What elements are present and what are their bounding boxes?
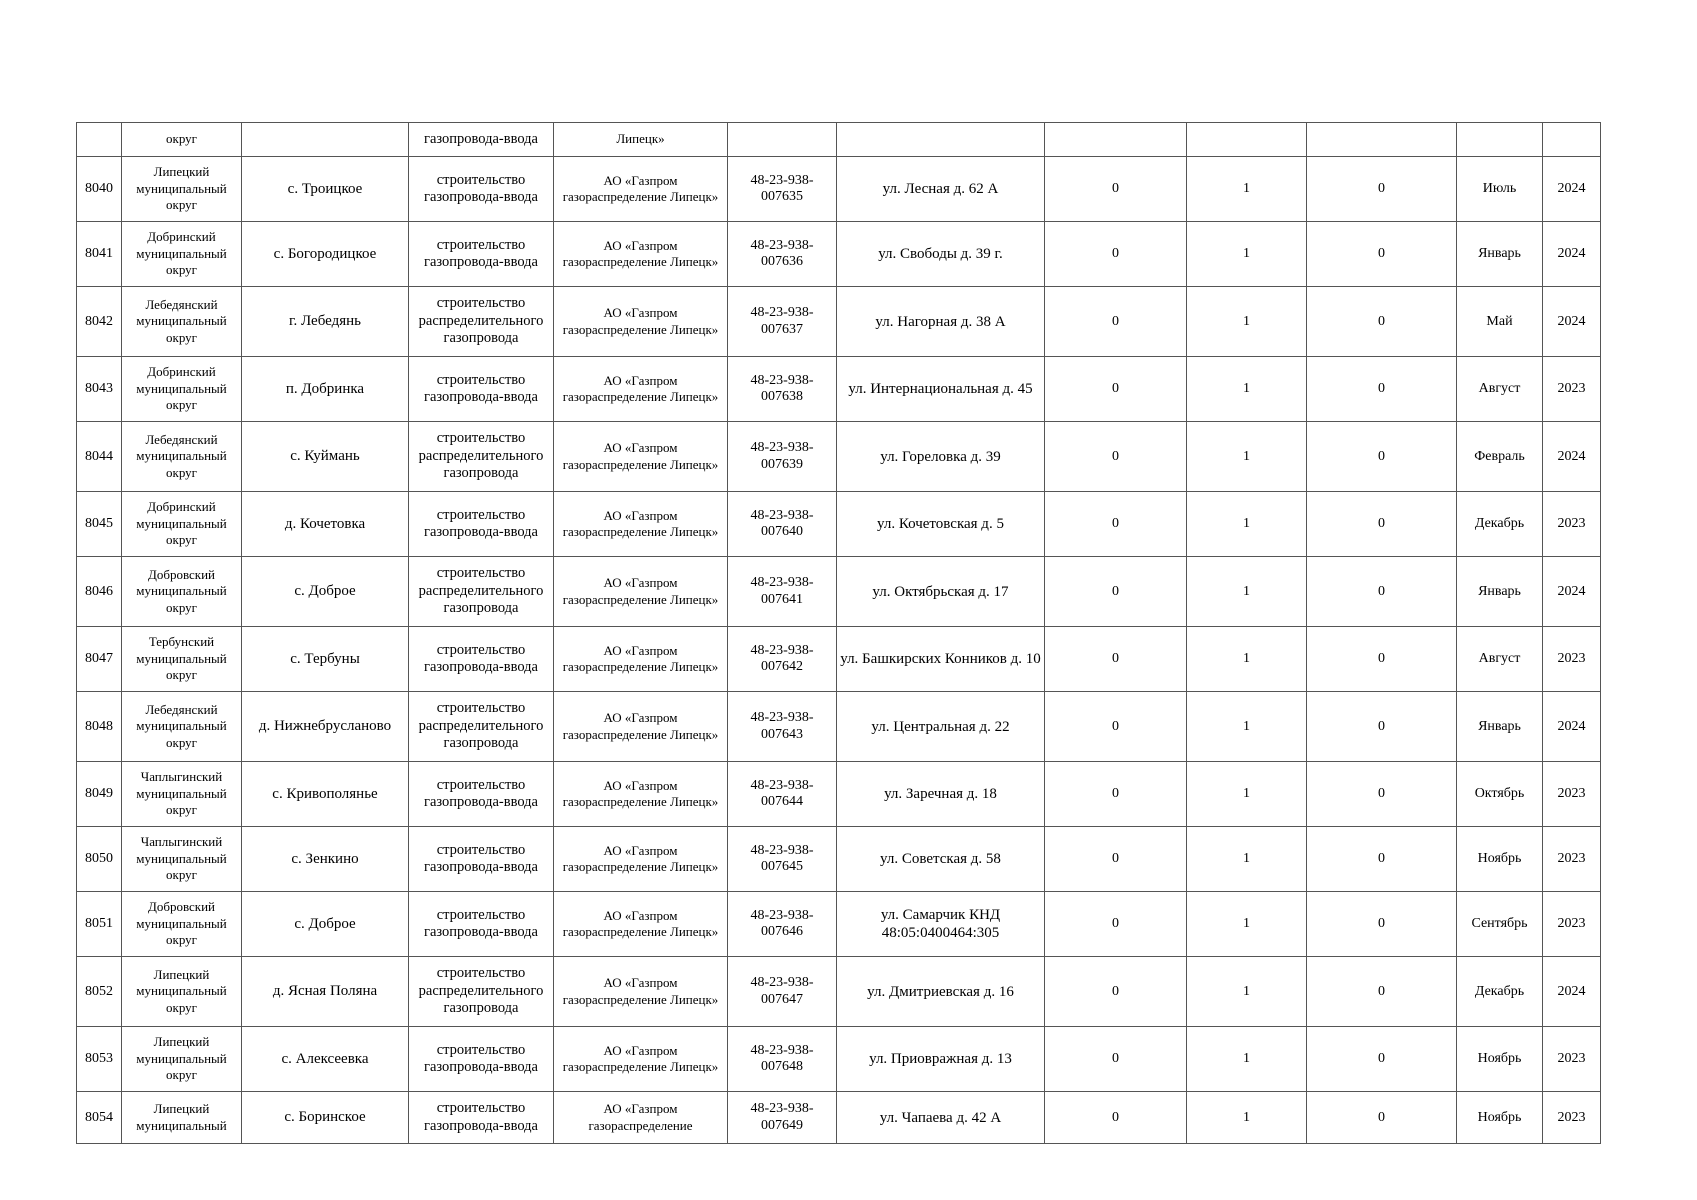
cell-value-3: 0	[1307, 222, 1457, 287]
cell-value-2: 1	[1187, 422, 1307, 492]
cell-month: Май	[1457, 287, 1543, 357]
cell-code: 48-23-938-007644	[728, 762, 837, 827]
cell-year: 2023	[1543, 892, 1601, 957]
cell-year: 2023	[1543, 1027, 1601, 1092]
cell-year: 2024	[1543, 422, 1601, 492]
cell-code: 48-23-938-007647	[728, 957, 837, 1027]
table-row	[77, 492, 1601, 557]
cell-value-3: 0	[1307, 627, 1457, 692]
cell-district: Добринский муниципальный округ	[122, 222, 242, 287]
cell-settlement: с. Доброе	[242, 557, 409, 627]
cell-settlement: г. Лебедянь	[242, 287, 409, 357]
table-row	[77, 892, 1601, 957]
cell-value-1	[1045, 123, 1187, 157]
cell-district: Тербунский муниципальный округ	[122, 627, 242, 692]
cell-month: Июль	[1457, 157, 1543, 222]
cell-address: ул. Приовражная д. 13	[837, 1027, 1045, 1092]
cell-district: Лебедянский муниципальный округ	[122, 287, 242, 357]
cell-value-2	[1187, 123, 1307, 157]
cell-code: 48-23-938-007645	[728, 827, 837, 892]
cell-organization: АО «Газпром газораспределение Липецк»	[554, 557, 728, 627]
cell-work-type: строительство распределительного газопровода	[409, 692, 554, 762]
cell-value-1: 0	[1045, 957, 1187, 1027]
cell-value-2: 1	[1187, 892, 1307, 957]
cell-month: Октябрь	[1457, 762, 1543, 827]
cell-settlement: с. Боринское	[242, 1092, 409, 1144]
cell-settlement	[242, 123, 409, 157]
cell-value-1: 0	[1045, 222, 1187, 287]
cell-address: ул. Свободы д. 39 г.	[837, 222, 1045, 287]
cell-settlement: д. Ясная Поляна	[242, 957, 409, 1027]
table-body	[77, 123, 1601, 1144]
cell-value-1: 0	[1045, 627, 1187, 692]
cell-value-1: 0	[1045, 892, 1187, 957]
cell-address: ул. Октябрьская д. 17	[837, 557, 1045, 627]
cell-month: Февраль	[1457, 422, 1543, 492]
cell-settlement: с. Троицкое	[242, 157, 409, 222]
cell-year: 2023	[1543, 357, 1601, 422]
table-row	[77, 557, 1601, 627]
table-row-continuation	[77, 123, 1601, 157]
cell-code: 48-23-938-007643	[728, 692, 837, 762]
cell-district: округ	[122, 123, 242, 157]
cell-address: ул. Лесная д. 62 А	[837, 157, 1045, 222]
cell-number: 8052	[77, 957, 122, 1027]
cell-settlement: с. Зенкино	[242, 827, 409, 892]
cell-code: 48-23-938-007636	[728, 222, 837, 287]
cell-organization: АО «Газпром газораспределение Липецк»	[554, 692, 728, 762]
cell-year: 2023	[1543, 762, 1601, 827]
cell-organization: АО «Газпром газораспределение Липецк»	[554, 222, 728, 287]
cell-value-1: 0	[1045, 692, 1187, 762]
cell-year: 2023	[1543, 1092, 1601, 1144]
cell-value-2: 1	[1187, 557, 1307, 627]
cell-district: Добринский муниципальный округ	[122, 492, 242, 557]
cell-district: Липецкий муниципальный округ	[122, 1027, 242, 1092]
table-row	[77, 957, 1601, 1027]
cell-number: 8051	[77, 892, 122, 957]
cell-month: Август	[1457, 627, 1543, 692]
cell-value-2: 1	[1187, 157, 1307, 222]
gas-connection-table	[76, 122, 1601, 1144]
cell-address: ул. Чапаева д. 42 А	[837, 1092, 1045, 1144]
cell-year: 2023	[1543, 827, 1601, 892]
cell-work-type: строительство газопровода-ввода	[409, 827, 554, 892]
cell-address: ул. Центральная д. 22	[837, 692, 1045, 762]
cell-value-3: 0	[1307, 157, 1457, 222]
cell-organization: АО «Газпром газораспределение Липецк»	[554, 157, 728, 222]
cell-code: 48-23-938-007640	[728, 492, 837, 557]
table-row	[77, 762, 1601, 827]
table-row	[77, 1027, 1601, 1092]
cell-month: Январь	[1457, 692, 1543, 762]
cell-number: 8046	[77, 557, 122, 627]
cell-year: 2024	[1543, 957, 1601, 1027]
cell-code: 48-23-938-007638	[728, 357, 837, 422]
cell-organization: АО «Газпром газораспределение	[554, 1092, 728, 1144]
cell-number: 8048	[77, 692, 122, 762]
cell-year: 2023	[1543, 492, 1601, 557]
cell-district: Липецкий муниципальный округ	[122, 957, 242, 1027]
cell-value-1: 0	[1045, 492, 1187, 557]
cell-month: Ноябрь	[1457, 827, 1543, 892]
cell-organization: АО «Газпром газораспределение Липецк»	[554, 892, 728, 957]
cell-value-3: 0	[1307, 892, 1457, 957]
cell-value-1: 0	[1045, 157, 1187, 222]
cell-month: Август	[1457, 357, 1543, 422]
cell-work-type: строительство газопровода-ввода	[409, 222, 554, 287]
cell-address: ул. Интернациональная д. 45	[837, 357, 1045, 422]
cell-value-1: 0	[1045, 422, 1187, 492]
cell-district: Чаплыгинский муниципальный округ	[122, 762, 242, 827]
cell-organization: АО «Газпром газораспределение Липецк»	[554, 1027, 728, 1092]
cell-settlement: с. Богородицкое	[242, 222, 409, 287]
cell-work-type: газопровода-ввода	[409, 123, 554, 157]
cell-district: Липецкий муниципальный	[122, 1092, 242, 1144]
cell-settlement: с. Кривополянье	[242, 762, 409, 827]
cell-district: Добринский муниципальный округ	[122, 357, 242, 422]
cell-value-1: 0	[1045, 1027, 1187, 1092]
table-row	[77, 357, 1601, 422]
cell-year: 2024	[1543, 557, 1601, 627]
cell-settlement: с. Алексеевка	[242, 1027, 409, 1092]
cell-value-3: 0	[1307, 357, 1457, 422]
cell-value-3: 0	[1307, 957, 1457, 1027]
table-row	[77, 422, 1601, 492]
cell-organization: Липецк»	[554, 123, 728, 157]
cell-work-type: строительство газопровода-ввода	[409, 492, 554, 557]
cell-settlement: с. Тербуны	[242, 627, 409, 692]
cell-value-3: 0	[1307, 762, 1457, 827]
cell-work-type: строительство распределительного газопровода	[409, 557, 554, 627]
cell-value-3: 0	[1307, 557, 1457, 627]
cell-organization: АО «Газпром газораспределение Липецк»	[554, 287, 728, 357]
cell-value-3: 0	[1307, 827, 1457, 892]
cell-settlement: с. Куймань	[242, 422, 409, 492]
cell-address	[837, 123, 1045, 157]
cell-address: ул. Самарчик КНД 48:05:0400464:305	[837, 892, 1045, 957]
cell-district: Добровский муниципальный округ	[122, 557, 242, 627]
cell-value-2: 1	[1187, 357, 1307, 422]
cell-value-2: 1	[1187, 762, 1307, 827]
cell-address: ул. Нагорная д. 38 А	[837, 287, 1045, 357]
cell-code	[728, 123, 837, 157]
cell-value-3: 0	[1307, 1027, 1457, 1092]
cell-month: Январь	[1457, 557, 1543, 627]
cell-number: 8049	[77, 762, 122, 827]
cell-work-type: строительство газопровода-ввода	[409, 357, 554, 422]
cell-value-3: 0	[1307, 692, 1457, 762]
cell-district: Добровский муниципальный округ	[122, 892, 242, 957]
cell-year: 2023	[1543, 627, 1601, 692]
cell-month: Сентябрь	[1457, 892, 1543, 957]
cell-value-2: 1	[1187, 492, 1307, 557]
table-row	[77, 222, 1601, 287]
cell-month: Январь	[1457, 222, 1543, 287]
cell-number: 8042	[77, 287, 122, 357]
cell-year: 2024	[1543, 157, 1601, 222]
cell-number: 8054	[77, 1092, 122, 1144]
cell-value-1: 0	[1045, 1092, 1187, 1144]
cell-organization: АО «Газпром газораспределение Липецк»	[554, 827, 728, 892]
table-row	[77, 1092, 1601, 1144]
cell-value-2: 1	[1187, 1027, 1307, 1092]
cell-organization: АО «Газпром газораспределение Липецк»	[554, 627, 728, 692]
cell-month: Декабрь	[1457, 957, 1543, 1027]
cell-organization: АО «Газпром газораспределение Липецк»	[554, 762, 728, 827]
cell-settlement: д. Нижнебрусланово	[242, 692, 409, 762]
cell-value-2: 1	[1187, 827, 1307, 892]
cell-organization: АО «Газпром газораспределение Липецк»	[554, 492, 728, 557]
cell-district: Лебедянский муниципальный округ	[122, 422, 242, 492]
cell-work-type: строительство распределительного газопровода	[409, 957, 554, 1027]
cell-value-2: 1	[1187, 692, 1307, 762]
cell-organization: АО «Газпром газораспределение Липецк»	[554, 422, 728, 492]
cell-value-3	[1307, 123, 1457, 157]
cell-value-3: 0	[1307, 287, 1457, 357]
cell-number: 8041	[77, 222, 122, 287]
cell-month: Декабрь	[1457, 492, 1543, 557]
cell-number: 8040	[77, 157, 122, 222]
table-row	[77, 827, 1601, 892]
cell-organization: АО «Газпром газораспределение Липецк»	[554, 357, 728, 422]
cell-year: 2024	[1543, 287, 1601, 357]
cell-value-1: 0	[1045, 357, 1187, 422]
cell-work-type: строительство газопровода-ввода	[409, 892, 554, 957]
cell-number: 8045	[77, 492, 122, 557]
cell-address: ул. Башкирских Конников д. 10	[837, 627, 1045, 692]
cell-code: 48-23-938-007641	[728, 557, 837, 627]
cell-value-1: 0	[1045, 557, 1187, 627]
cell-value-3: 0	[1307, 422, 1457, 492]
cell-address: ул. Гореловка д. 39	[837, 422, 1045, 492]
cell-number: 8044	[77, 422, 122, 492]
cell-work-type: строительство газопровода-ввода	[409, 157, 554, 222]
cell-work-type: строительство газопровода-ввода	[409, 762, 554, 827]
cell-year: 2024	[1543, 222, 1601, 287]
cell-number: 8047	[77, 627, 122, 692]
cell-number: 8050	[77, 827, 122, 892]
cell-district: Чаплыгинский муниципальный округ	[122, 827, 242, 892]
cell-month: Ноябрь	[1457, 1092, 1543, 1144]
cell-code: 48-23-938-007642	[728, 627, 837, 692]
cell-work-type: строительство газопровода-ввода	[409, 1027, 554, 1092]
table-row	[77, 692, 1601, 762]
cell-district: Липецкий муниципальный округ	[122, 157, 242, 222]
cell-code: 48-23-938-007646	[728, 892, 837, 957]
cell-work-type: строительство распределительного газопровода	[409, 422, 554, 492]
cell-settlement: д. Кочетовка	[242, 492, 409, 557]
cell-settlement: с. Доброе	[242, 892, 409, 957]
cell-value-3: 0	[1307, 1092, 1457, 1144]
cell-month	[1457, 123, 1543, 157]
cell-month: Ноябрь	[1457, 1027, 1543, 1092]
cell-work-type: строительство газопровода-ввода	[409, 1092, 554, 1144]
cell-value-3: 0	[1307, 492, 1457, 557]
cell-code: 48-23-938-007648	[728, 1027, 837, 1092]
cell-value-2: 1	[1187, 627, 1307, 692]
cell-work-type: строительство распределительного газопровода	[409, 287, 554, 357]
cell-value-2: 1	[1187, 1092, 1307, 1144]
table-row	[77, 287, 1601, 357]
cell-value-1: 0	[1045, 827, 1187, 892]
cell-code: 48-23-938-007649	[728, 1092, 837, 1144]
cell-code: 48-23-938-007637	[728, 287, 837, 357]
cell-number: 8053	[77, 1027, 122, 1092]
cell-value-1: 0	[1045, 762, 1187, 827]
cell-organization: АО «Газпром газораспределение Липецк»	[554, 957, 728, 1027]
cell-value-1: 0	[1045, 287, 1187, 357]
cell-year: 2024	[1543, 692, 1601, 762]
cell-value-2: 1	[1187, 287, 1307, 357]
cell-year	[1543, 123, 1601, 157]
cell-value-2: 1	[1187, 957, 1307, 1027]
table-row	[77, 157, 1601, 222]
cell-number	[77, 123, 122, 157]
cell-district: Лебедянский муниципальный округ	[122, 692, 242, 762]
cell-address: ул. Кочетовская д. 5	[837, 492, 1045, 557]
cell-value-2: 1	[1187, 222, 1307, 287]
cell-address: ул. Дмитриевская д. 16	[837, 957, 1045, 1027]
cell-code: 48-23-938-007635	[728, 157, 837, 222]
cell-settlement: п. Добринка	[242, 357, 409, 422]
cell-number: 8043	[77, 357, 122, 422]
cell-work-type: строительство газопровода-ввода	[409, 627, 554, 692]
cell-address: ул. Заречная д. 18	[837, 762, 1045, 827]
cell-address: ул. Советская д. 58	[837, 827, 1045, 892]
table-row	[77, 627, 1601, 692]
cell-code: 48-23-938-007639	[728, 422, 837, 492]
